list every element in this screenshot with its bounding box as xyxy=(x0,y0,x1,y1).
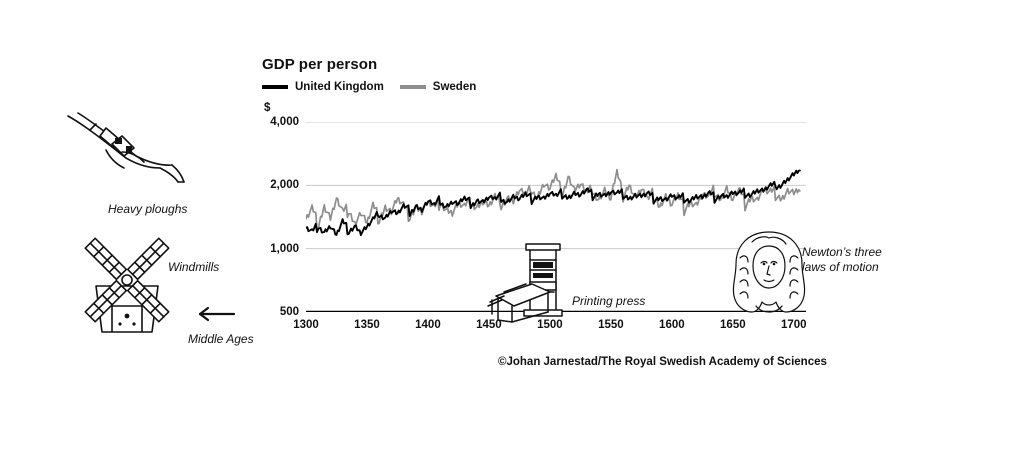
x-axis-tick-label: 1500 xyxy=(537,319,563,331)
chart-title: GDP per person xyxy=(262,56,378,73)
legend-item-sweden xyxy=(400,81,476,93)
legend-item-uk xyxy=(262,81,384,93)
x-axis-tick-label: 1550 xyxy=(598,319,624,331)
annotation-newton xyxy=(802,245,912,275)
y-axis-tick-label: 2,000 xyxy=(270,179,299,192)
y-axis-tick-label: 4,000 xyxy=(270,116,299,128)
x-axis-tick-label: 1700 xyxy=(781,319,807,331)
legend-label-sweden: Sweden xyxy=(432,81,477,93)
chart-legend xyxy=(262,81,822,93)
legend-swatch-sweden xyxy=(400,85,426,89)
newton-portrait-icon xyxy=(726,228,812,320)
x-axis-tick-label: 1400 xyxy=(415,319,441,331)
series-line-sweden xyxy=(306,170,800,230)
printing-press-icon xyxy=(486,240,578,324)
annotation-newton-line2: laws of motion xyxy=(802,260,879,274)
y-axis-tick-label: 500 xyxy=(279,306,299,318)
x-axis-tick-label: 1650 xyxy=(720,319,746,331)
annotation-newton-line1: Newton’s three xyxy=(802,245,882,259)
plough-icon xyxy=(60,110,190,200)
y-axis-tick-label: 1,000 xyxy=(270,242,299,255)
windmill-icon xyxy=(60,228,190,338)
x-axis-tick-label: 1600 xyxy=(659,319,685,331)
caption-heavy-ploughs: Heavy ploughs xyxy=(108,202,188,216)
illustration-column xyxy=(60,110,260,360)
x-axis-tick-label: 1300 xyxy=(293,319,319,331)
credit-line: ©Johan Jarnestad/The Royal Swedish Academy of Sciences xyxy=(498,356,827,368)
annotation-printing-press: Printing press xyxy=(572,294,646,308)
caption-windmills: Windmills xyxy=(168,260,220,274)
x-axis-tick-label: 1350 xyxy=(354,319,380,331)
legend-swatch-uk xyxy=(262,85,288,89)
legend-label-uk: United Kingdom xyxy=(295,81,384,93)
x-axis-tick-label: 1450 xyxy=(476,319,502,331)
y-axis-unit: $ xyxy=(264,102,271,114)
left-arrow-icon xyxy=(190,306,236,322)
caption-middle-ages: Middle Ages xyxy=(188,332,254,346)
